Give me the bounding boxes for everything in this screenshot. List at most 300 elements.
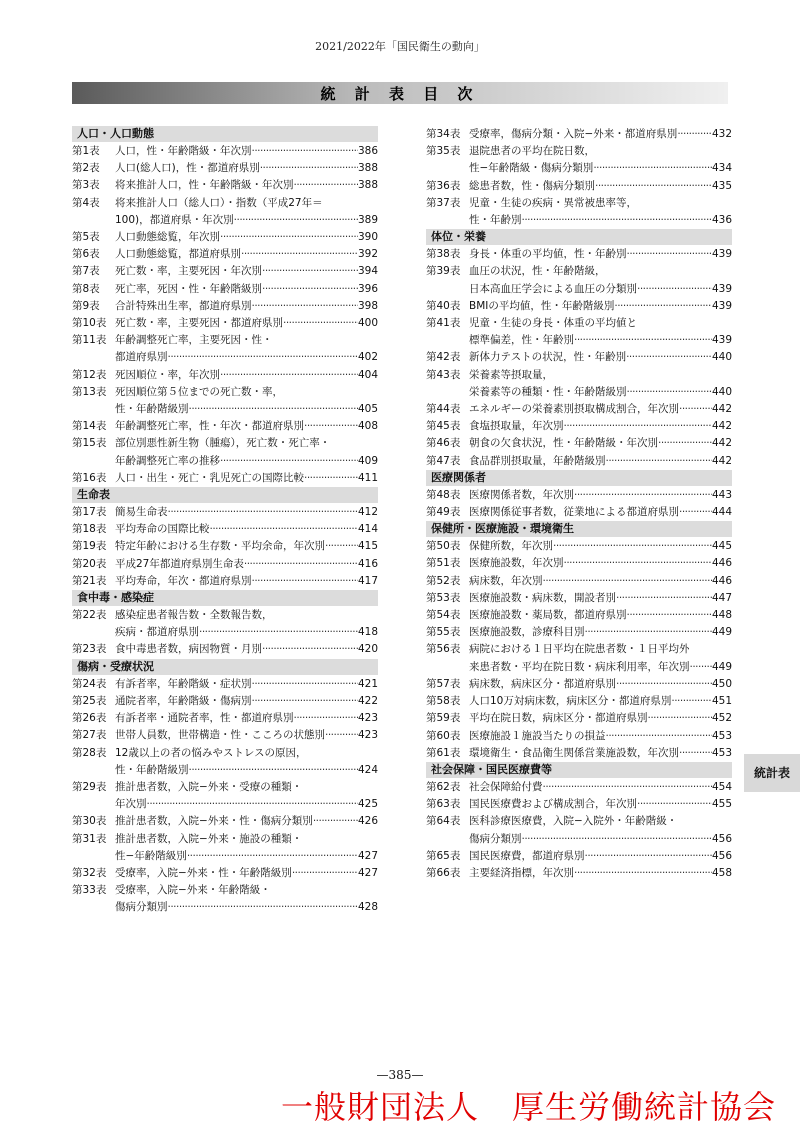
- toc-entry[interactable]: [72, 745, 378, 779]
- entry-title: [115, 882, 378, 916]
- entry-last-line: [115, 762, 378, 779]
- entry-title: [469, 487, 732, 504]
- table-number: 第45表: [426, 420, 461, 433]
- page-ref: 434: [711, 162, 732, 175]
- page-ref: 389: [357, 213, 378, 226]
- entry-title-text: エネルギーの栄養素別摂取構成割合，年次別: [469, 403, 679, 416]
- entry-title-text: 受療率，傷病分類・入院−外来・都道府県別: [469, 128, 678, 140]
- page-ref: 446: [711, 557, 732, 570]
- page-ref: 415: [357, 540, 378, 553]
- toc-entry[interactable]: [426, 143, 732, 177]
- toc-entry[interactable]: [72, 229, 378, 246]
- entry-last-line: [115, 246, 378, 263]
- entry-title-text: 主要経済指標，年次別: [469, 866, 574, 879]
- toc-entry[interactable]: [426, 453, 732, 470]
- entry-title: [115, 195, 378, 229]
- toc-entry[interactable]: [72, 504, 378, 521]
- toc-entry[interactable]: [426, 178, 732, 195]
- table-number: 第54表: [426, 609, 461, 622]
- page-ref: 450: [711, 677, 732, 690]
- dot-leader: [244, 556, 358, 573]
- entry-last-line: [469, 624, 732, 641]
- toc-entry[interactable]: [72, 470, 378, 487]
- publisher-name: 一般財団法人 厚生労働統計協会: [280, 1088, 776, 1126]
- toc-entry[interactable]: [426, 315, 732, 349]
- toc-entry[interactable]: [426, 298, 732, 315]
- table-number: 第20表: [72, 557, 107, 570]
- page-ref: 442: [711, 420, 732, 433]
- page-number: —385—: [376, 1068, 424, 1082]
- entry-last-line: [115, 315, 378, 332]
- toc-left-column: [72, 126, 378, 917]
- section-heading: 人口・人口動態: [72, 126, 378, 142]
- toc-entry[interactable]: [72, 556, 378, 573]
- dot-leader: [260, 160, 358, 177]
- dot-leader: [210, 521, 358, 538]
- entry-title-text: 平均寿命，年次・都道府県別: [115, 574, 252, 587]
- entry-last-line: [469, 659, 732, 676]
- entry-last-line: [469, 607, 732, 624]
- table-number: 第25表: [72, 694, 107, 707]
- entry-title: [469, 367, 732, 401]
- entry-title-text: 医療関係者数，年次別: [469, 488, 574, 501]
- entry-title: [469, 624, 732, 641]
- table-number: 第53表: [426, 591, 461, 604]
- entry-title: [469, 573, 732, 590]
- entry-title-text: 退院患者の平均在院日数，: [469, 145, 595, 158]
- entry-title-text: 合計特殊出生率，都道府県別: [115, 299, 252, 312]
- entry-title: [469, 143, 732, 177]
- entry-title-text: 身長・体重の平均値，性・年齢別: [469, 248, 627, 261]
- dot-leader: [606, 728, 712, 745]
- table-number: 第61表: [426, 746, 461, 759]
- page-ref: 449: [711, 626, 732, 639]
- page-ref: 454: [711, 780, 732, 793]
- entry-title-text: 部位別悪性新生物（腫瘍），死亡数・死亡率・: [115, 437, 331, 450]
- toc-entry[interactable]: [426, 555, 732, 572]
- entry-title-text: 社会保障給付費: [469, 780, 543, 793]
- entry-last-line: [469, 401, 732, 418]
- table-number: 第58表: [426, 695, 461, 708]
- toc-entry[interactable]: [72, 831, 378, 865]
- toc-entry[interactable]: [426, 848, 732, 865]
- dot-leader: [325, 727, 358, 744]
- dot-leader: [168, 899, 358, 916]
- dot-leader: [690, 659, 712, 676]
- entry-last-line: [115, 401, 378, 418]
- toc-entry[interactable]: [72, 160, 378, 177]
- entry-title: [115, 779, 378, 813]
- entry-title-text: 人口10万対病床数，病床区分・都道府県別: [469, 695, 672, 708]
- entry-title: [115, 281, 378, 298]
- dot-leader: [522, 212, 712, 229]
- page-ref: 442: [711, 403, 732, 416]
- dot-leader: [574, 487, 712, 504]
- toc-entry[interactable]: [426, 349, 732, 366]
- entry-last-line: [469, 831, 732, 848]
- entry-title: [469, 435, 732, 452]
- section-heading: 傷病・受療状況: [72, 659, 378, 675]
- entry-title-text: 推計患者数，入院−外来・施設の種類・: [115, 832, 303, 845]
- entry-title: [469, 745, 732, 762]
- title-bar: [72, 82, 728, 104]
- toc-entry[interactable]: [72, 435, 378, 469]
- toc-entry[interactable]: [426, 710, 732, 727]
- toc-entry[interactable]: [72, 195, 378, 229]
- entry-title: [115, 384, 378, 418]
- entry-title: [469, 504, 732, 521]
- toc-entry[interactable]: [72, 727, 378, 744]
- toc-entry[interactable]: [72, 865, 378, 882]
- table-number: 第57表: [426, 677, 461, 690]
- table-number: 第51表: [426, 557, 461, 570]
- page-ref: 428: [357, 901, 378, 914]
- entry-last-line: [115, 212, 378, 229]
- entry-last-line: [115, 676, 378, 693]
- toc-entry[interactable]: [426, 487, 732, 504]
- toc-entry[interactable]: [72, 418, 378, 435]
- entry-title: [115, 177, 378, 194]
- toc-entry[interactable]: [72, 332, 378, 366]
- toc-entry[interactable]: [426, 813, 732, 847]
- dot-leader: [168, 504, 358, 521]
- dot-leader: [627, 384, 712, 401]
- toc-entry[interactable]: [72, 607, 378, 641]
- entry-title-text: 標準偏差，性・年齢別: [469, 334, 574, 347]
- entry-title: [115, 315, 378, 332]
- table-number: 第12表: [72, 368, 107, 381]
- entry-last-line: [469, 281, 732, 298]
- page-ref: 396: [357, 282, 378, 295]
- toc-entry[interactable]: [426, 126, 732, 143]
- page-ref: 439: [711, 248, 732, 261]
- table-number: 第4表: [72, 196, 100, 209]
- toc-entry[interactable]: [426, 693, 732, 710]
- dot-leader: [252, 693, 358, 710]
- entry-last-line: [469, 538, 732, 555]
- entry-title-text: 感染症患者報告数・全数報告数，: [115, 609, 273, 622]
- entry-last-line: [115, 367, 378, 384]
- dot-leader: [241, 246, 358, 263]
- dot-leader: [543, 573, 712, 590]
- toc-entry[interactable]: [426, 195, 732, 229]
- table-number: 第11表: [72, 334, 107, 347]
- toc-entry[interactable]: [72, 521, 378, 538]
- toc-entry[interactable]: [72, 298, 378, 315]
- toc-entry[interactable]: [72, 693, 378, 710]
- toc-entry[interactable]: [72, 177, 378, 194]
- dot-leader: [187, 848, 358, 865]
- dot-leader: [595, 178, 712, 195]
- entry-title: [469, 298, 732, 315]
- toc-entry[interactable]: [426, 590, 732, 607]
- toc-entry[interactable]: [72, 710, 378, 727]
- entry-title-text: 疾病・都道府県別: [115, 626, 199, 639]
- table-number: 第14表: [72, 420, 107, 433]
- entry-title: [469, 848, 732, 865]
- entry-last-line: [115, 298, 378, 315]
- entry-title-text: 医療施設数・薬局数，都道府県別: [469, 609, 627, 622]
- entry-title-text: 国民医療費，都道府県別: [469, 849, 585, 862]
- page-ref: 435: [711, 179, 732, 192]
- entry-title-text: 人口動態総覧，年次別: [115, 231, 220, 244]
- table-number: 第60表: [426, 729, 461, 742]
- entry-title-text: 性・年齢階級別: [115, 403, 189, 416]
- table-number: 第27表: [72, 729, 107, 742]
- toc-entry[interactable]: [426, 624, 732, 641]
- dot-leader: [637, 796, 712, 813]
- table-number: 第40表: [426, 299, 461, 312]
- entry-title-text: 推計患者数，入院−外来・性・傷病分類別: [115, 815, 313, 828]
- entry-title-text: 医療施設１施設当たりの損益: [469, 729, 606, 742]
- entry-title-text: 栄養素等摂取量，: [469, 368, 553, 381]
- dot-leader: [294, 177, 358, 194]
- dot-leader: [292, 865, 358, 882]
- toc-entry[interactable]: [426, 573, 732, 590]
- toc-entry[interactable]: [72, 246, 378, 263]
- page-ref: 423: [357, 729, 378, 742]
- entry-title: [469, 813, 732, 847]
- page-ref: 405: [357, 403, 378, 416]
- dot-leader: [637, 281, 712, 298]
- table-number: 第22表: [72, 609, 107, 622]
- table-number: 第55表: [426, 626, 461, 639]
- entry-title: [469, 865, 732, 882]
- table-number: 第36表: [426, 179, 461, 192]
- dot-leader: [234, 212, 358, 229]
- table-number: 第30表: [72, 815, 107, 828]
- page-ref: 436: [711, 214, 732, 227]
- entry-last-line: [469, 453, 732, 470]
- entry-title-text: 人口動態総覧，都道府県別: [115, 248, 241, 261]
- page-ref: 432: [711, 128, 732, 140]
- table-number: 第47表: [426, 454, 461, 467]
- table-number: 第28表: [72, 746, 107, 759]
- toc-entry[interactable]: [426, 607, 732, 624]
- dot-leader: [606, 453, 712, 470]
- table-number: 第34表: [426, 128, 461, 140]
- toc-entry[interactable]: [426, 745, 732, 762]
- dot-leader: [252, 143, 358, 160]
- table-number: 第29表: [72, 780, 107, 793]
- entry-title-text: 死亡数・率，主要死因・都道府県別: [115, 317, 283, 330]
- entry-title-text: 人口，性・年齢階級・年次別: [115, 145, 252, 157]
- entry-last-line: [115, 453, 378, 470]
- page-ref: 400: [357, 317, 378, 330]
- table-number: 第42表: [426, 351, 461, 364]
- dot-leader: [168, 349, 358, 366]
- page-ref: 447: [711, 591, 732, 604]
- entry-last-line: [469, 178, 732, 195]
- entry-title: [115, 641, 378, 658]
- toc-entry[interactable]: [426, 641, 732, 675]
- table-number: 第17表: [72, 506, 107, 519]
- entry-last-line: [469, 710, 732, 727]
- dot-leader: [627, 607, 712, 624]
- entry-last-line: [115, 229, 378, 246]
- entry-last-line: [469, 796, 732, 813]
- entry-title-text: 有訴者率，年齢階級・症状別: [115, 677, 252, 690]
- table-number: 第21表: [72, 574, 107, 587]
- toc-entry[interactable]: [426, 676, 732, 693]
- page-ref: 422: [357, 694, 378, 707]
- table-number: 第19表: [72, 540, 107, 553]
- entry-title: [115, 246, 378, 263]
- dot-leader: [564, 418, 712, 435]
- table-number: 第37表: [426, 196, 461, 209]
- page-ref: 388: [357, 179, 378, 192]
- dot-leader: [252, 573, 358, 590]
- entry-last-line: [469, 349, 732, 366]
- toc-entry[interactable]: [426, 367, 732, 401]
- table-number: 第39表: [426, 265, 461, 278]
- toc-entry[interactable]: [72, 263, 378, 280]
- entry-last-line: [115, 624, 378, 641]
- entry-last-line: [115, 865, 378, 882]
- entry-title-text: 死因順位・率，年次別: [115, 368, 220, 381]
- page-ref: 409: [357, 454, 378, 467]
- toc-entry[interactable]: [72, 573, 378, 590]
- table-number: 第13表: [72, 385, 107, 398]
- entry-title: [115, 556, 378, 573]
- entry-last-line: [115, 727, 378, 744]
- toc-entry[interactable]: [426, 263, 732, 297]
- toc-entry[interactable]: [72, 315, 378, 332]
- toc-entry[interactable]: [72, 779, 378, 813]
- toc-entry[interactable]: [72, 813, 378, 830]
- entry-title-text: 児童・生徒の身長・体重の平均値と: [469, 317, 637, 330]
- table-number: 第63表: [426, 798, 461, 811]
- dot-leader: [252, 298, 358, 315]
- page-ref: 386: [357, 145, 378, 157]
- dot-leader: [627, 246, 712, 263]
- page-ref: 455: [711, 798, 732, 811]
- dot-leader: [262, 641, 358, 658]
- table-number: 第5表: [72, 231, 100, 244]
- entry-title-text: 将来推計人口（総人口）・指数（平成27年＝: [115, 196, 323, 209]
- entry-title-text: 12歳以上の者の悩みやストレスの原因，: [115, 746, 307, 759]
- section-heading: 食中毒・感染症: [72, 590, 378, 606]
- entry-title: [115, 710, 378, 727]
- toc-entry[interactable]: [426, 401, 732, 418]
- entry-last-line: [115, 813, 378, 830]
- toc-entry[interactable]: [72, 641, 378, 658]
- dot-leader: [294, 710, 358, 727]
- toc-entry[interactable]: [426, 246, 732, 263]
- toc-entry[interactable]: [426, 435, 732, 452]
- entry-title-text: 平均寿命の国際比較: [115, 523, 210, 536]
- entry-title: [469, 126, 732, 143]
- entry-last-line: [469, 435, 732, 452]
- toc-entry[interactable]: [72, 882, 378, 916]
- entry-last-line: [115, 693, 378, 710]
- entry-title: [469, 178, 732, 195]
- table-number: 第26表: [72, 712, 107, 725]
- toc-right-column: [426, 126, 732, 882]
- page-ref: 453: [711, 729, 732, 742]
- entry-last-line: [469, 590, 732, 607]
- page-ref: 423: [357, 712, 378, 725]
- entry-last-line: [115, 470, 378, 487]
- entry-title: [469, 710, 732, 727]
- toc-entry[interactable]: [426, 728, 732, 745]
- entry-last-line: [469, 779, 732, 796]
- table-number: 第24表: [72, 677, 107, 690]
- table-number: 第10表: [72, 317, 107, 330]
- table-number: 第32表: [72, 866, 107, 879]
- page-ref: 440: [711, 385, 732, 398]
- dot-leader: [262, 281, 358, 298]
- page-ref: 421: [357, 677, 378, 690]
- page-ref: 414: [357, 523, 378, 536]
- entry-last-line: [469, 504, 732, 521]
- toc-entry[interactable]: [72, 384, 378, 418]
- entry-title: [115, 521, 378, 538]
- dot-leader: [616, 676, 712, 693]
- entry-title-text: 将来推計人口，性・年齢階級・年次別: [115, 179, 294, 192]
- dot-leader: [616, 590, 712, 607]
- toc-entry[interactable]: [426, 418, 732, 435]
- toc-entry[interactable]: [72, 538, 378, 555]
- entry-title: [469, 453, 732, 470]
- entry-title: [115, 504, 378, 521]
- page-ref: 456: [711, 849, 732, 862]
- dot-leader: [147, 796, 358, 813]
- section-tab[interactable]: 統計表: [744, 754, 800, 792]
- entry-last-line: [469, 865, 732, 882]
- entry-title: [469, 555, 732, 572]
- entry-title: [115, 143, 378, 160]
- table-number: 第48表: [426, 488, 461, 501]
- entry-title: [469, 590, 732, 607]
- table-number: 第65表: [426, 849, 461, 862]
- toc-entry[interactable]: [426, 779, 732, 796]
- page-ref: 412: [357, 506, 378, 519]
- dot-leader: [189, 762, 358, 779]
- entry-title-text: 通院者率，年齢階級・傷病別: [115, 694, 252, 707]
- entry-title: [115, 470, 378, 487]
- entry-title-text: 傷病分類別: [115, 901, 168, 914]
- toc-entry[interactable]: [426, 504, 732, 521]
- toc-entry[interactable]: [72, 676, 378, 693]
- toc-entry[interactable]: [426, 865, 732, 882]
- toc-entry[interactable]: [72, 143, 378, 160]
- toc-entry[interactable]: [72, 281, 378, 298]
- page-ref: 418: [357, 626, 378, 639]
- toc-entry[interactable]: [426, 796, 732, 813]
- dot-leader: [283, 315, 358, 332]
- entry-title: [469, 195, 732, 229]
- entry-title: [469, 728, 732, 745]
- dot-leader: [564, 555, 712, 572]
- entry-title: [115, 676, 378, 693]
- entry-title-text: 病床数，病床区分・都道府県別: [469, 677, 616, 690]
- dot-leader: [252, 676, 358, 693]
- dot-leader: [679, 745, 712, 762]
- entry-title: [115, 298, 378, 315]
- entry-title-text: 朝食の欠食状況，性・年齢階級・年次別: [469, 437, 658, 450]
- toc-entry[interactable]: [72, 367, 378, 384]
- entry-last-line: [469, 728, 732, 745]
- toc-entry[interactable]: [426, 538, 732, 555]
- entry-title-text: 国民医療費および構成割合，年次別: [469, 798, 637, 811]
- entry-title-text: 保健所数，年次別: [469, 540, 553, 553]
- dot-leader: [658, 435, 712, 452]
- entry-last-line: [115, 710, 378, 727]
- table-number: 第49表: [426, 506, 461, 519]
- entry-title-text: 有訴者率・通院者率，性・都道府県別: [115, 712, 294, 725]
- table-number: 第6表: [72, 248, 100, 261]
